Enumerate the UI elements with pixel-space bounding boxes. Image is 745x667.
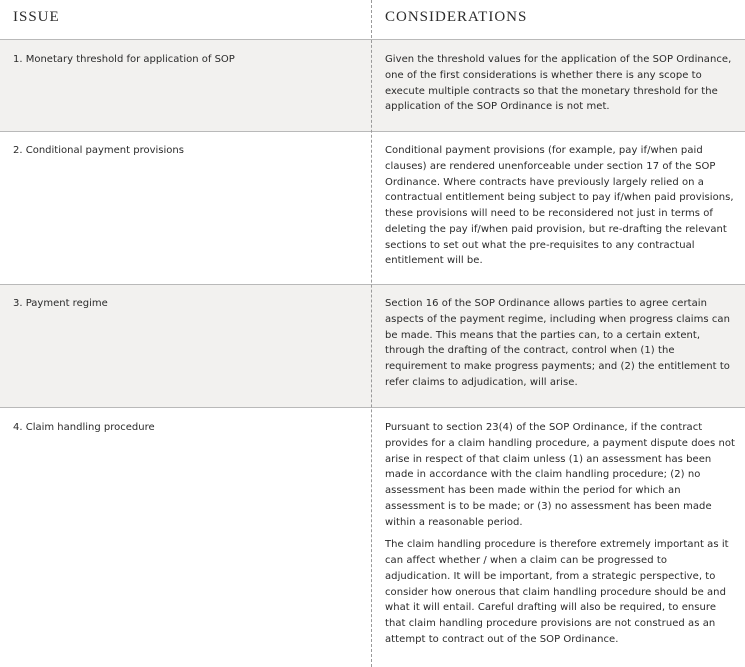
issue-column-header: ISSUE: [13, 9, 60, 25]
table-row: [0, 40, 745, 132]
table-row: [0, 285, 745, 408]
considerations-column-header: CONSIDERATIONS: [385, 9, 528, 25]
considerations-paragraph: Conditional payment provisions (for example, pay if/when paid clauses) are rendered unenforceable under section 17 of the SOP Ordinance. Where contracts have previously largely relied on a contractual entitlement being subject to pay if/when paid provisions, these provisions will need to be reconsidered not just in terms of deleting the pay if/when paid provision, but re-drafting the relevant sections to set out what the pre-requisites to any contractual entitlement will be.: [385, 145, 734, 267]
considerations-cell: [385, 52, 735, 115]
considerations-paragraph: Given the threshold values for the application of the SOP Ordinance, one of the first considerations is whether there is any scope to execute multiple contracts so that the monetary threshold for the application of the SOP Ordinance is not met.: [385, 54, 732, 113]
issue-cell: 1. Monetary threshold for application of SOP: [13, 54, 235, 65]
issue-cell: 3. Payment regime: [13, 298, 108, 309]
considerations-cell: [385, 296, 735, 391]
issue-cell: 4. Claim handling procedure: [13, 422, 155, 433]
considerations-paragraph: Section 16 of the SOP Ordinance allows parties to agree certain aspects of the payment regime, including when progress claims can be made. This means that the parties can, to a certain extent, through the drafting of the contract, control when (1) the requirement to make progress payments; and (2) the entitlement to refer claims to adjudication, will arise.: [385, 298, 730, 388]
table-row: [0, 408, 745, 667]
considerations-paragraph: The claim handling procedure is therefore extremely important as it can affect whether / when a claim can be progressed to adjudication. It will be important, from a strategic perspective, to consider how onerous that claim handling procedure should be and what it will entail. Careful drafting will also be required, to ensure that claim handling procedure provisions are not construed as an attempt to contract out of the SOP Ordinance.: [385, 539, 729, 645]
considerations-cell: [385, 143, 735, 269]
table-header: [0, 0, 745, 40]
table-row: [0, 132, 745, 285]
considerations-cell: [385, 420, 735, 648]
considerations-paragraph: Pursuant to section 23(4) of the SOP Ordinance, if the contract provides for a claim handling procedure, a payment dispute does not arise in respect of that claim unless (1) an assessment has been made in accordance with the claim handling procedure; (2) no assessment has been made within the period for which an assessment is to be made; or (3) no assessment has been made within a reasonable period.: [385, 422, 735, 528]
column-divider: [371, 0, 372, 667]
issue-cell: 2. Conditional payment provisions: [13, 145, 184, 156]
